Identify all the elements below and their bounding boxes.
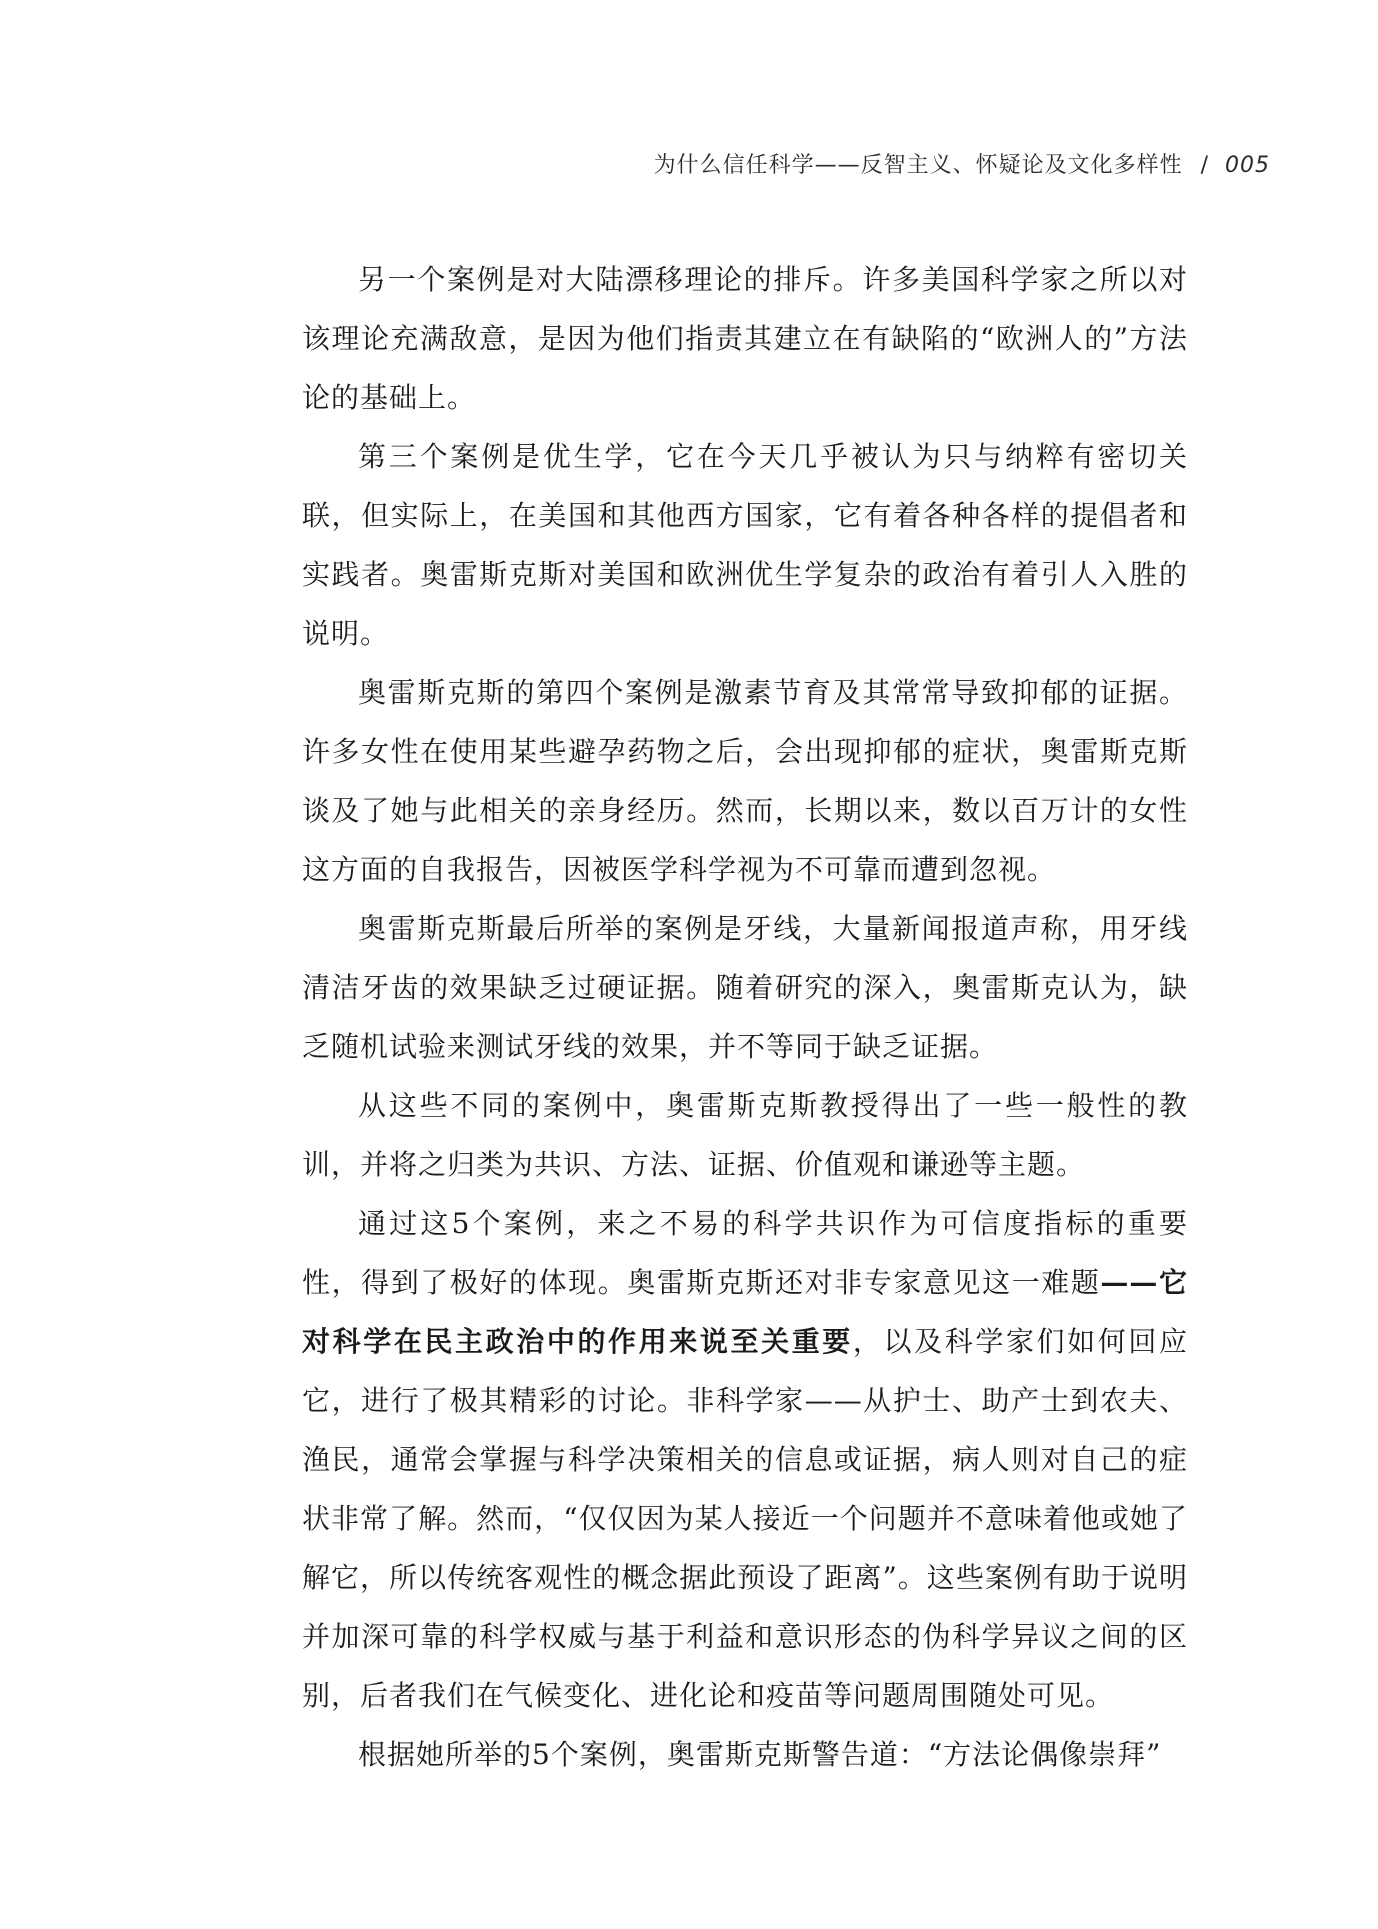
paragraph-6 (302, 1194, 1188, 1725)
paragraph-6-text-end: ，以及科学家们如何回应它，进行了极其精彩的讨论。非科学家——从护士、助产士到农夫、渔民，通常会掌握与科学决策相关的信息或证据，病人则对自己的症状非常了解。然而，“仅仅因为某人接近一个问题并不意味着他或她了解它，所以传统客观性的概念据此预设了距离”。这些案例有助于说明并加深可靠的科学权威与基于利益和意识形态的伪科学异议之间的区别，后者我们在气候变化、进化论和疫苗等问题周围随处可见。 (302, 1325, 1188, 1712)
paragraph-5: 从这些不同的案例中，奥雷斯克斯教授得出了一些一般性的教训，并将之归类为共识、方法、证据、价值观和谦逊等主题。 (302, 1089, 1188, 1181)
body-text (302, 250, 1188, 1784)
running-head (654, 148, 1270, 179)
page-number: 005 (1225, 153, 1270, 178)
paragraph-3: 奥雷斯克斯的第四个案例是激素节育及其常常导致抑郁的证据。许多女性在使用某些避孕药物之后，会出现抑郁的症状，奥雷斯克斯谈及了她与此相关的亲身经历。然而，长期以来，数以百万计的女性这方面的自我报告，因被医学科学视为不可靠而遭到忽视。 (302, 676, 1188, 886)
header-separator: / (1200, 153, 1209, 178)
paragraph-2: 第三个案例是优生学，它在今天几乎被认为只与纳粹有密切关联，但实际上，在美国和其他西方国家，它有着各种各样的提倡者和实践者。奥雷斯克斯对美国和欧洲优生学复杂的政治有着引人入胜的说明。 (302, 440, 1188, 650)
paragraph-7: 根据她所举的5个案例，奥雷斯克斯警告道：“方法论偶像崇拜” (358, 1738, 1162, 1771)
paragraph-6-bold-phrase: ——它对科学在民主政治中的作用来说至关重要 (302, 1266, 1188, 1358)
paragraph-4: 奥雷斯克斯最后所举的案例是牙线，大量新闻报道声称，用牙线清洁牙齿的效果缺乏过硬证据。随着研究的深入，奥雷斯克认为，缺乏随机试验来测试牙线的效果，并不等同于缺乏证据。 (302, 912, 1188, 1063)
paragraph-6-text-start: 通过这5个案例，来之不易的科学共识作为可信度指标的重要性，得到了极好的体现。奥雷斯克斯还对非专家意见这一难题 (302, 1207, 1188, 1299)
paragraph-1: 另一个案例是对大陆漂移理论的排斥。许多美国科学家之所以对该理论充满敌意，是因为他们指责其建立在有缺陷的“欧洲人的”方法论的基础上。 (302, 263, 1188, 414)
running-title: 为什么信任科学——反智主义、怀疑论及文化多样性 (653, 153, 1183, 178)
